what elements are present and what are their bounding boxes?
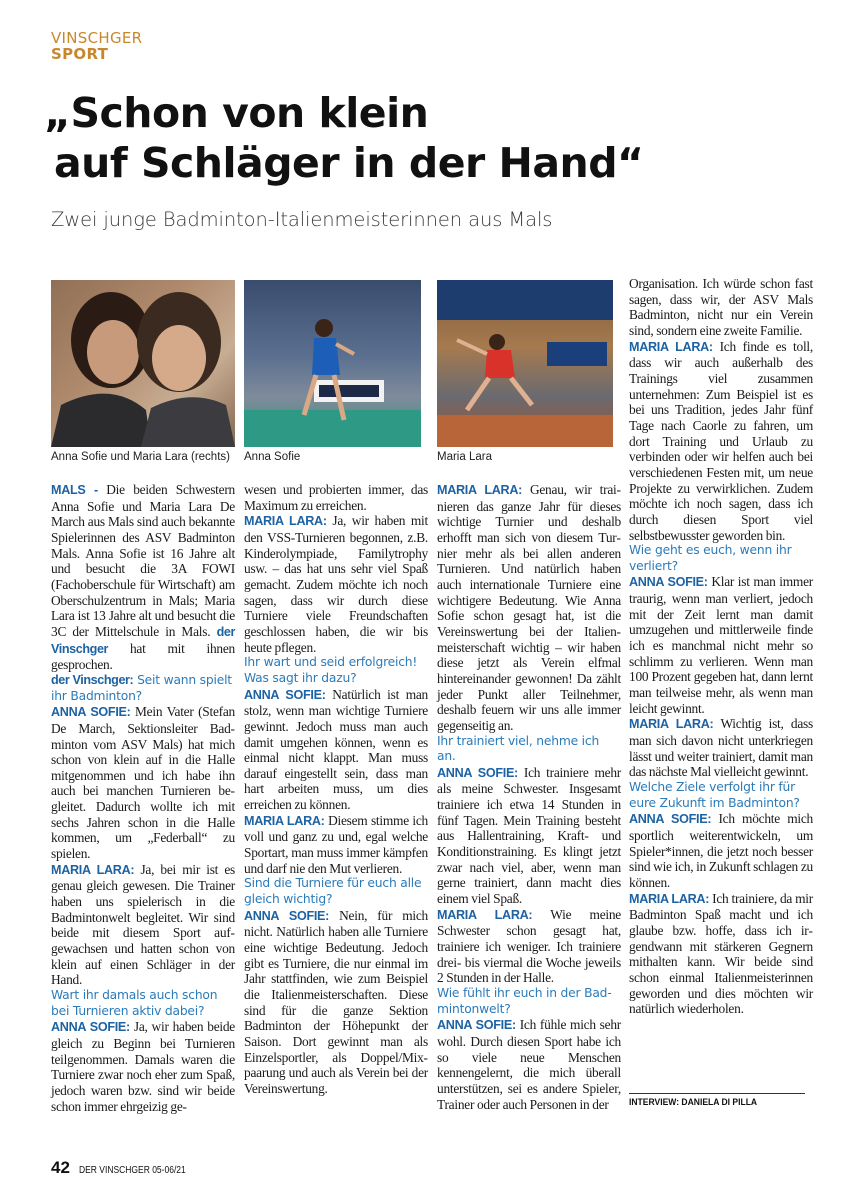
answer-text: Ich finde es toll, dass wir auch außerhalb des Trainings viel zusammen unternehmen: Zum Beispiel ist es bei uns Tradition, jedes Jahr fünf Tage nach Caorle zu fahren, um dort Training und Urlaub zu verbinden oder wir helfen auch bei verschiedenen Festen mit, um neue Projekte zu verwirklichen. Zudem möchte ich noch sagen, dass ich durch diesen Sport viel selbstbewusster geworden bin. (629, 338, 813, 543)
publication-name: der Vinschger (51, 624, 235, 656)
interview-question (51, 673, 235, 704)
speaker-label: MARIA LARA: (244, 813, 325, 828)
photo-caption-sisters: Anna Sofie und Maria Lara (rechts) (51, 451, 230, 463)
answer-text: Ich fühle mich sehr wohl. Durch diesen Sport habe ich so viele neue Menschen kennengelernt, die mich überall unterstützen, sei es andere Spieler, Trainer oder auch Personen in der (437, 1017, 621, 1112)
article-lead (51, 482, 235, 673)
page-number: 42 (51, 1158, 70, 1177)
speaker-label: MARIA LARA: (629, 339, 713, 354)
page-footer (51, 1158, 205, 1178)
answer-text: Ich möchte mich sportlich weiterentwickeln, um Spieler*innen, die jetzt noch besser sind wie ich, in Zukunft schlagen zu können. (629, 811, 813, 890)
interview-answer (244, 908, 428, 1097)
interview-question: Sind die Turniere für euch alle gleich wichtig? (244, 876, 422, 907)
interview-answer (51, 1019, 235, 1114)
answer-text: Diesem stimme ich voll und ganz zu und, egal welche Sportart, man muss immer kämpfen und darf nie den Mut verlieren. (244, 812, 428, 876)
interview-answer (437, 482, 621, 734)
article-column-4 (629, 276, 813, 1017)
interview-answer (629, 574, 813, 716)
title-line-2: auf Schläger in der Hand“ (54, 139, 644, 187)
interview-answer (51, 862, 235, 988)
maria-lara-photo-illustration (437, 280, 613, 447)
speaker-label: ANNA SOFIE: (244, 908, 330, 923)
interview-answer (629, 811, 813, 890)
interview-question: Ihr wart und seid erfolgreich! Was sagt ihr dazu? (244, 655, 418, 685)
interview-answer (437, 907, 621, 986)
article-column-1 (51, 482, 235, 1114)
speaker-label: MARIA LARA: (629, 891, 710, 906)
interview-answer (629, 891, 813, 1017)
speaker-label: MARIA LARA: (629, 717, 714, 732)
speaker-label: ANNA SOFIE: (244, 687, 326, 702)
interview-question: Welche Ziele verfolgt ihr für eure Zukunft im Badminton? (629, 780, 800, 810)
interview-question: Wart ihr damals auch schon bei Turnieren aktiv dabei? (51, 988, 218, 1018)
anna-sofie-photo-illustration (244, 280, 421, 447)
interview-question: Wie fühlt ihr euch in der Badmintonwelt? (437, 986, 612, 1016)
answer-text: Ich trainiere, da mir Badminton Spaß macht und ich glaube bzw. hoffe, dass ich irgendwann mit stärkeren Gegnern mithalten kann. Wir beide sind schon einmal Italienmeisterinnen geworden und dies möchten wir natürlich wiederholen. (629, 890, 813, 1017)
speaker-label: MARIA LARA: (437, 907, 533, 922)
answer-text: Nein, für mich nicht. Natürlich haben alle Turniere eine wichtige Bedeutung. Jedoch gibt es Turniere, die nur einmal im Jahr stattfinden, wie zum Beispiel die Italienmeisterschaften. Diese sind für die ganze Sektion Badminton der Höhepunkt der Saison. Dort gewinnt man als Einzelsportler, als Doppel/Mixpaarung und auch als Verein bei der Vereinswertung. (244, 907, 428, 1096)
speaker-label: MARIA LARA: (437, 483, 523, 497)
interview-answer (244, 513, 428, 655)
credit-divider (629, 1093, 805, 1094)
photo-caption-anna-sofie: Anna Sofie (244, 451, 301, 463)
answer-text: Wie meine Schwester schon gesagt hat, trainiere ich weniger. Ich trainiere drei- bis viermal die Woche jeweils 2 Stunden in der Halle. (437, 906, 621, 986)
photo-maria-lara (437, 280, 613, 447)
dateline: MALS - (51, 483, 98, 497)
answer-text: Ja, wir haben beide gleich zu Beginn bei Turnieren teilgenommen. Damals waren die Turniere zwar noch eher zum Spaß, jedoch waren bzw. sind wir beide schon immer ehrgeizig ge- (51, 1019, 236, 1114)
speaker-label: ANNA SOFIE: (437, 765, 518, 780)
answer-continuation: Organisation. Ich würde schon fast sagen, dass wir, der ASV Mals Badminton, nicht nur ein Verein sind, sondern eine zweite Familie. (629, 276, 813, 338)
speaker-label: ANNA SOFIE: (629, 575, 708, 590)
speaker-label: MARIA LARA: (244, 514, 327, 529)
speaker-label: ANNA SOFIE: (437, 1018, 516, 1033)
answer-text: Ich trainiere mehr als meine Schwester. Insgesamt trainiere ich etwa 14 Stunden in fünf Tagen. Mein Training besteht aus Hallentraining, Kraft- und Konditionstraining. Es klingt jetzt zwar nach viel, aber, wenn man gerne trainiert, dann macht dies einem viel Spaß. (437, 764, 621, 907)
interview-credit: INTERVIEW: DANIELA DI PILLA (629, 1097, 758, 1108)
section-label (51, 30, 142, 62)
interview-answer (244, 813, 428, 877)
sisters-photo-illustration (51, 280, 235, 447)
answer-text: Natürlich ist man stolz, wenn man wichtige Turniere gewinnt. Jedoch muss man auch damit umgehen können, wenn es einmal nicht klappt. Man muss darauf eingestellt sein, dass man hart arbeiten muss, um dies erreichen zu können. (244, 686, 429, 813)
interview-answer (437, 765, 621, 907)
interview-answer (244, 687, 428, 813)
article-column-3 (437, 482, 621, 1112)
interview-question: Ihr trainiert viel, nehme ich an. (437, 733, 600, 764)
question-text: Seit wann spielt ihr Badminton? (51, 672, 232, 703)
article-column-2 (244, 482, 428, 1097)
photo-sisters (51, 280, 235, 447)
interview-question: Wie geht es euch, wenn ihr verliert? (629, 543, 792, 573)
lead-text-end: hat mit ihnen gesprochen. (51, 640, 235, 673)
section-label-bottom: SPORT (51, 45, 109, 63)
answer-text: Mein Vater (Stefan De March, Sektionsleiter Badminton vom ASV Mals) hat mich schon von klein auf in die Halle mitgenommen und ich habe ihn auch bei manchen Turnieren begleitet. Dadurch wollte ich mit sechs Jahren schon in die Halle kommen, um „Federball“ zu spielen. (51, 704, 235, 862)
interview-answer (437, 1017, 621, 1112)
title-line-1: „Schon von klein (44, 89, 429, 137)
answer-text: Genau, wir trainieren das ganze Jahr für dieses wichtige Turnier und deshalb erhofft man sich von diesem Turnier mehr als bei allen anderen Turnieren. Und natürlich haben auch internationale Turniere eine wichtigere Bedeutung. Wie Anna Sofie schon gesagt hat, ist die Vereinswertung bei der Italienmeisterschaft wichtig – wir haben diese jetzt als Verein elfmal hintereinander gewonnen! Da zählt jeder Punkt aller Teilnehmer, deshalb feuern wir uns alle immer gegenseitig an. (437, 482, 621, 733)
interview-answer (629, 716, 813, 780)
article-subtitle: Zwei junge Badminton-Italienmeisterinnen aus Mals (51, 208, 553, 231)
publication-name: der Vinschger: (51, 672, 134, 687)
section-label-top: VINSCHGER (51, 29, 143, 47)
answer-text: Wichtig ist, dass man sich davon nicht unterkriegen lässt und weiter trainiert, damit man das nächste Mal vielleicht gewinnt. (629, 716, 813, 780)
speaker-label: ANNA SOFIE: (51, 1020, 130, 1035)
speaker-label: ANNA SOFIE: (629, 812, 712, 827)
magazine-issue: DER VINSCHGER 05-06/21 (79, 1165, 187, 1176)
interview-answer (51, 704, 235, 862)
speaker-label: ANNA SOFIE: (51, 705, 131, 720)
answer-text: Klar ist man immer traurig, wenn man verliert, jedoch mit der Zeit lernt man damit umzugehen und mittlerweile finde ich es manchmal nicht mehr so schlimm zu verlieren. Wenn man 100 Prozent gegeben hat, dann lernt man teilweise mehr, als wenn man leicht gewinnt. (629, 574, 813, 716)
answer-continuation: wesen und probierten immer, das Maximum zu erreichen. (244, 482, 428, 513)
speaker-label: MARIA LARA: (51, 862, 135, 877)
photo-caption-maria-lara: Maria Lara (437, 451, 492, 463)
interview-answer (629, 339, 813, 544)
answer-text: Ja, wir haben mit den VSS-Turnieren begonnen, z.B. Kinderolympiade, Familytrophy usw. – das hat uns sehr viel Spaß gemacht. Zudem möchte ich noch sagen, dass wir durch diese Turniere viele Freundschaften geschlossen haben, die wir bis heute pflegen. (244, 513, 428, 655)
article-title (44, 88, 644, 188)
photo-anna-sofie (244, 280, 421, 447)
answer-text: Ja, bei mir ist es genau gleich gewesen. Die Trainer haben uns spielerisch in die Badmintonwelt begleitet. Wir sind beide mit diesem Sport aufgewachsen und hatten schon von klein auf einen Schläger in der Hand. (51, 861, 235, 988)
lead-text: Die beiden Schwestern Anna Sofie und Maria Lara De March aus Mals sind auch bekannte Spielerinnen des ASV Badminton Mals. Anna Sofie ist 16 Jahre alt und besucht die 3A FOWI (Fachoberschule für Wirtschaft) am Oberschulzentrum in Mals; Maria Lara ist 13 Jahre alt und besucht die 3C der Mittelschule in Mals. (51, 482, 235, 639)
